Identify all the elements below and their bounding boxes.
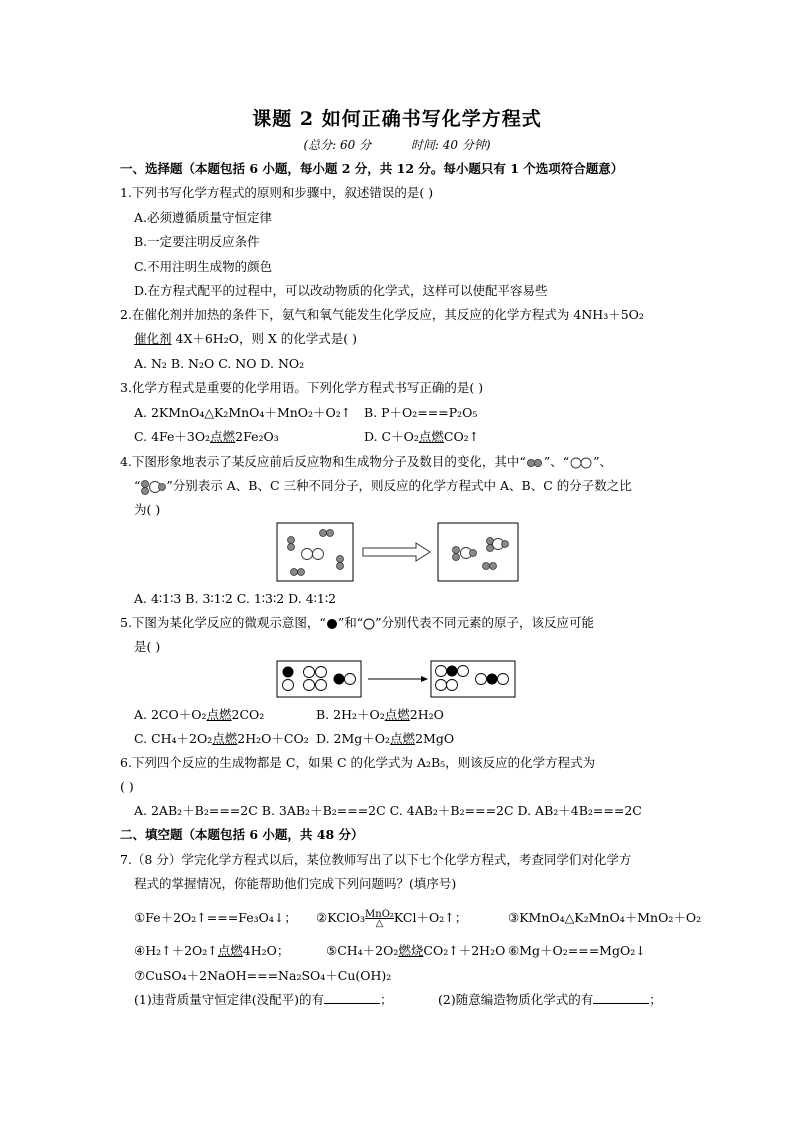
molecule-a-icon	[526, 458, 544, 468]
q7-e2-right: KCl＋O₂↑；	[393, 910, 468, 925]
q5-a-left: A. 2CO＋O₂	[134, 707, 207, 722]
q6-stem: 6.下列四个反应的生成物都是 C，如果 C 的化学式为 A₂B₅，则该反应的化学方程式为	[120, 755, 596, 770]
q6-options: A. 2AB₂＋B₂===2C B. 3AB₂＋B₂===2C C. 4AB₂＋B₂===2C D. AB₂＋4B₂===2C	[134, 803, 642, 818]
q7-equation-7: ⑦CuSO₄＋2NaOH===Na₂SO₄＋Cu(OH)₂	[134, 968, 392, 983]
black-atom-icon	[326, 618, 338, 630]
q5-d-left: D. 2Mg＋O₂	[316, 731, 391, 746]
q5-c-condition: 点燃	[212, 731, 238, 746]
q5-option-a	[134, 706, 264, 724]
q4-options: A. 4∶1∶3 B. 3∶1∶2 C. 1∶3∶2 D. 4∶1∶2	[134, 591, 337, 606]
q5-c-left: C. CH₄＋2O₂	[134, 731, 213, 746]
q7-e2-catalyst: MnO₂	[365, 908, 394, 920]
q7-e4-left: ④H₂↑＋2O₂↑	[134, 943, 218, 958]
q2-condition: 催化剂	[134, 331, 172, 346]
q1-option-a: A.必须遵循质量守恒定律	[134, 210, 273, 225]
q5-c-right: 2H₂O＋CO₂	[237, 731, 309, 746]
q5-text-c: ”分别代表不同元素的原子，该反应可能	[375, 615, 595, 630]
q7-e2-heat: △	[375, 917, 384, 929]
q5-text-a: 5.下图为某化学反应的微观示意图，“	[120, 615, 326, 630]
q7-part-2-end: ；	[649, 992, 662, 1007]
q7-equation-4	[134, 942, 289, 960]
q4-after-box	[438, 523, 518, 581]
q7-equation-3: ③KMnO₄△K₂MnO₄＋MnO₂＋O₂	[508, 910, 702, 925]
q2-stem-line1: 2.在催化剂并加热的条件下，氨气和氧气能发生化学反应，其反应的化学方程式为 4NH₃＋5O₂	[120, 307, 644, 322]
q5-reaction-diagram	[276, 660, 518, 700]
q3-stem: 3.化学方程式是重要的化学用语。下列化学方程式书写正确的是( )	[120, 380, 484, 395]
q1-stem: 1.下列书写化学方程式的原则和步骤中，叙述错误的是( )	[120, 185, 434, 200]
q7-part-2	[438, 991, 662, 1009]
q7-part-2-label: (2)随意编造物质化学式的有	[438, 992, 594, 1007]
page-title: 课题 2 如何正确书写化学方程式	[252, 108, 542, 130]
time-limit: 时间: 40 分钟)	[410, 138, 491, 152]
q7-e5-right: CO₂↑＋2H₂O	[423, 943, 506, 958]
q4-text-b: ”、“	[543, 454, 570, 469]
q7-e4-condition: 点燃	[217, 943, 243, 958]
q7-e5-left: ⑤CH₄＋2O₂	[326, 943, 399, 958]
q4-stem-line1	[120, 453, 612, 471]
q5-option-b	[316, 706, 444, 724]
subtitle	[0, 136, 794, 153]
q7-part-2-blank[interactable]	[593, 991, 649, 1004]
q4-text-d: ”分别表示 A、B、C 三种不同分子，则反应的化学方程式中 A、B、C 的分子数之比	[166, 478, 632, 493]
q7-part-1-end: ；	[379, 992, 393, 1007]
q7-equation-5	[326, 942, 505, 960]
molecule-c-icon	[140, 479, 166, 495]
q4-reaction-diagram	[276, 522, 520, 584]
q7-equation-1: ①Fe＋2O₂↑===Fe₃O₄↓；	[134, 910, 297, 925]
q3-c-left: C. 4Fe＋3O₂	[134, 429, 211, 444]
q7-part-1-blank[interactable]	[324, 991, 380, 1004]
q5-stem-line1	[120, 614, 594, 632]
q5-d-condition: 点燃	[390, 731, 416, 746]
q7-e4-right: 4H₂O；	[242, 943, 290, 958]
q2-options: A. N₂ B. N₂O C. NO D. NO₂	[134, 356, 305, 371]
q3-option-d	[364, 428, 479, 446]
q1-option-b: B.一定要注明反应条件	[134, 234, 260, 249]
total-score: (总分: 60 分	[303, 138, 372, 152]
q4-text-a: 4.下图形象地表示了某反应前后反应物和生成物分子及数目的变化，其中“	[120, 454, 526, 469]
q7-e2-condition	[365, 910, 394, 928]
q5-stem-line2: 是( )	[134, 639, 161, 654]
q7-equation-2	[316, 909, 467, 928]
q5-b-right: 2H₂O	[409, 707, 444, 722]
section-2-heading: 二、填空题（本题包括 6 小题，共 48 分）	[120, 827, 364, 842]
q4-text-c: ”、	[593, 454, 612, 469]
q3-option-c	[134, 428, 279, 446]
q3-c-condition: 点燃	[210, 429, 236, 444]
q7-stem-line1: 7.（8 分）学完化学方程式以后，某位教师写出了以下七个化学方程式，考查同学们对化学方	[120, 852, 632, 867]
q2-stem-rest: 4X＋6H₂O，则 X 的化学式是( )	[175, 331, 358, 346]
q3-d-right: CO₂↑	[443, 429, 480, 444]
q4-stem-line2: “ ”分别表示 A、B、C 三种不同分子，则反应的化学方程式中 A、B、C 的分子数之比	[134, 478, 632, 493]
molecule-b-icon	[569, 457, 593, 469]
q7-e5-condition: 燃烧	[398, 943, 424, 958]
q5-b-condition: 点燃	[384, 707, 410, 722]
q6-paren: ( )	[120, 779, 134, 794]
q5-a-right: 2CO₂	[231, 707, 265, 722]
q3-option-a: A. 2KMnO₄△K₂MnO₄＋MnO₂＋O₂↑	[134, 405, 352, 420]
q3-c-right: 2Fe₂O₃	[235, 429, 279, 444]
q7-part-1-label: (1)违背质量守恒定律(没配平)的有	[134, 992, 324, 1007]
q5-option-c	[134, 730, 309, 748]
q7-equation-6: ⑥Mg＋O₂===MgO₂↓	[508, 943, 646, 958]
q7-e2-left: ②KClO₃	[316, 910, 366, 925]
q3-d-condition: 点燃	[418, 429, 444, 444]
white-atom-icon	[363, 618, 375, 630]
q5-option-d	[316, 730, 454, 748]
q5-arrow	[368, 676, 428, 682]
q3-d-left: D. C＋O₂	[364, 429, 419, 444]
q5-b-left: B. 2H₂＋O₂	[316, 707, 385, 722]
q5-text-b: ”和“	[337, 615, 364, 630]
q4-stem-line3: 为( )	[134, 502, 161, 517]
q2-stem-line2	[134, 330, 357, 348]
section-1-heading: 一、选择题（本题包括 6 小题，每小题 2 分，共 12 分。每小题只有 1 个选项符合题意）	[120, 161, 624, 176]
q7-stem-line2: 程式的掌握情况，你能帮助他们完成下列问题吗？(填序号)	[134, 876, 457, 891]
q3-option-b: B. P＋O₂===P₂O₅	[364, 405, 478, 420]
q5-d-right: 2MgO	[415, 731, 455, 746]
q5-a-condition: 点燃	[206, 707, 232, 722]
q4-arrow	[363, 543, 430, 561]
q7-part-1	[134, 991, 392, 1009]
q1-option-d: D.在方程式配平的过程中，可以改动物质的化学式，这样可以使配平容易些	[134, 283, 548, 298]
q1-option-c: C.不用注明生成物的颜色	[134, 259, 273, 274]
